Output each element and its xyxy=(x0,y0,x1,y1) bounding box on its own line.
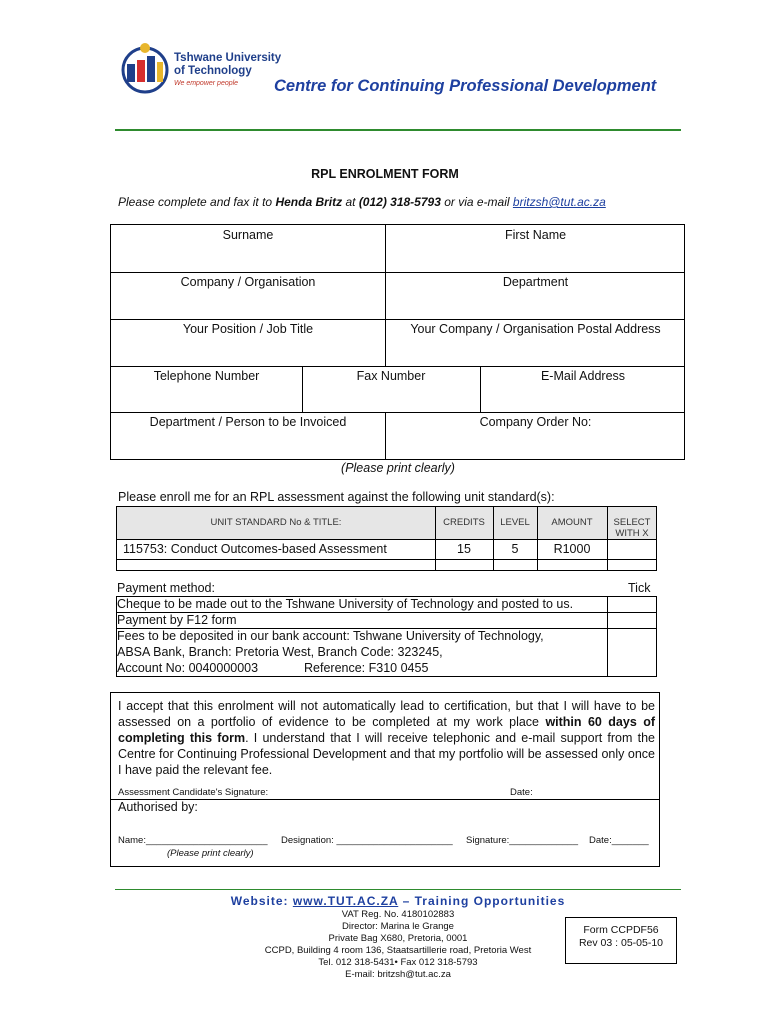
tick-cheque-checkbox[interactable] xyxy=(607,596,657,612)
form-code-box xyxy=(565,917,677,964)
website-link[interactable]: www.TUT.AC.ZA xyxy=(292,894,399,908)
instr-at: at xyxy=(342,195,359,209)
name-line[interactable]: Name:_______________________ xyxy=(118,835,268,846)
form-code: Form CCPDF56 xyxy=(583,924,659,936)
footer-divider xyxy=(115,889,681,890)
director-name: Director: Marina le Grange xyxy=(342,921,454,932)
footer-email: E-mail: britzsh@tut.ac.za xyxy=(345,969,451,980)
bank-branch: ABSA Bank, Branch: Pretoria West, Branch Code: 323245, xyxy=(117,645,443,659)
print-clearly-note: (Please print clearly) xyxy=(341,461,455,475)
header-amount: AMOUNT xyxy=(551,517,593,528)
acceptance-text-1: I accept that this enrolment will not automatically lead to certification, but that I will have to be assessed on a portfolio of evidence to be completed at my work place xyxy=(118,699,655,729)
payment-reference: Reference: F310 0455 xyxy=(304,661,429,675)
unit-credits: 15 xyxy=(457,542,471,556)
payment-option-f12: Payment by F12 form xyxy=(117,613,237,627)
surname-field[interactable]: Surname xyxy=(222,228,274,242)
invoiced-field[interactable]: Department / Person to be Invoiced xyxy=(149,415,347,429)
tut-logo-emblem xyxy=(117,40,177,96)
logo-line-1: Tshwane University xyxy=(174,52,282,64)
acceptance-block xyxy=(110,692,660,867)
acceptance-text-2: . I understand that I will receive telephonic and e-mail support from the Centre for Continuing Professional Development and that my portfolio will be assessed only once I have paid the relevant fee. xyxy=(118,731,655,777)
header-unit-standard: UNIT STANDARD No & TITLE: xyxy=(210,517,342,528)
row-divider xyxy=(111,319,684,320)
acceptance-statement xyxy=(118,698,655,778)
department-field[interactable]: Department xyxy=(502,275,569,289)
instr-prefix: Please complete and fax it to xyxy=(118,195,276,209)
form-revision: Rev 03 : 05-05-10 xyxy=(578,937,664,949)
date-line[interactable]: Date:_______ xyxy=(589,835,649,846)
row-divider xyxy=(117,559,656,560)
payment-method-label: Payment method: xyxy=(117,581,215,595)
unit-amount: R1000 xyxy=(553,542,591,556)
account-number: Account No: 0040000003 xyxy=(117,661,259,675)
postal-address: Private Bag X680, Pretoria, 0001 xyxy=(328,933,468,944)
candidate-signature-label[interactable]: Assessment Candidate's Signature: xyxy=(118,787,269,798)
col-divider xyxy=(607,507,608,570)
signature-line[interactable]: Signature:_____________ xyxy=(466,835,578,846)
fax-field[interactable]: Fax Number xyxy=(356,369,426,383)
form-instructions xyxy=(118,195,606,209)
payment-option-deposit: Fees to be deposited in our bank account: Tshwane University of Technology, xyxy=(117,629,544,643)
vat-number: VAT Reg. No. 4180102883 xyxy=(341,909,455,920)
fax-number: (012) 318-5793 xyxy=(358,195,441,209)
tick-label: Tick xyxy=(628,581,651,595)
company-field[interactable]: Company / Organisation xyxy=(180,275,316,289)
enroll-statement: Please enroll me for an RPL assessment against the following unit standard(s): xyxy=(118,490,555,504)
header-level: LEVEL xyxy=(500,517,530,528)
authorised-by-label: Authorised by: xyxy=(118,800,198,814)
first-name-field[interactable]: First Name xyxy=(504,228,567,242)
form-title: RPL ENROLMENT FORM xyxy=(311,167,459,181)
tick-deposit-checkbox[interactable] xyxy=(607,628,657,677)
instr-mid: or via e-mail xyxy=(440,195,513,209)
unit-level: 5 xyxy=(511,542,519,556)
row-divider xyxy=(111,366,684,367)
logo-wordmark xyxy=(174,52,281,78)
designation-line[interactable]: Designation: ______________________ xyxy=(281,835,453,846)
website-label: Website: xyxy=(230,894,293,908)
contact-email-link[interactable]: britzsh@tut.ac.za xyxy=(512,195,606,209)
authorised-print-clearly: (Please print clearly) xyxy=(167,848,254,859)
building-address: CCPD, Building 4 room 136, Staatsartillerie road, Pretoria West xyxy=(264,945,532,956)
acceptance-deadline: within 60 days of completing this form xyxy=(118,715,655,745)
contact-details-table xyxy=(110,224,685,460)
telephone-field[interactable]: Telephone Number xyxy=(153,369,260,383)
row-divider xyxy=(111,412,684,413)
header-divider xyxy=(115,129,681,131)
candidate-date-label[interactable]: Date: xyxy=(510,787,533,798)
telephone-fax: Tel. 012 318-5431• Fax 012 318-5793 xyxy=(318,957,478,968)
unit-standard-table xyxy=(116,506,657,571)
payment-option-cheque: Cheque to be made out to the Tshwane University of Technology and posted to us. xyxy=(117,597,574,611)
email-field[interactable]: E-Mail Address xyxy=(540,369,626,383)
col-divider xyxy=(385,225,386,366)
header-select: SELECT WITH X xyxy=(613,517,651,539)
payment-section xyxy=(116,580,657,677)
centre-title: Centre for Continuing Professional Development xyxy=(274,77,657,95)
unit-standard-title: 115753: Conduct Outcomes-based Assessment xyxy=(123,542,387,556)
contact-person: Henda Britz xyxy=(275,195,343,209)
website-line xyxy=(0,894,770,908)
website-suffix: – Training Opportunities xyxy=(398,894,566,908)
order-no-field[interactable]: Company Order No: xyxy=(479,415,592,429)
tick-f12-checkbox[interactable] xyxy=(607,612,657,628)
position-field[interactable]: Your Position / Job Title xyxy=(182,322,314,336)
logo-tagline: We empower people xyxy=(174,80,239,87)
logo-line-2: of Technology xyxy=(174,65,252,77)
postal-address-field[interactable]: Your Company / Organisation Postal Address xyxy=(410,322,661,336)
row-divider xyxy=(111,272,684,273)
header-credits: CREDITS xyxy=(443,517,485,528)
unit-select-checkbox[interactable] xyxy=(607,540,658,559)
